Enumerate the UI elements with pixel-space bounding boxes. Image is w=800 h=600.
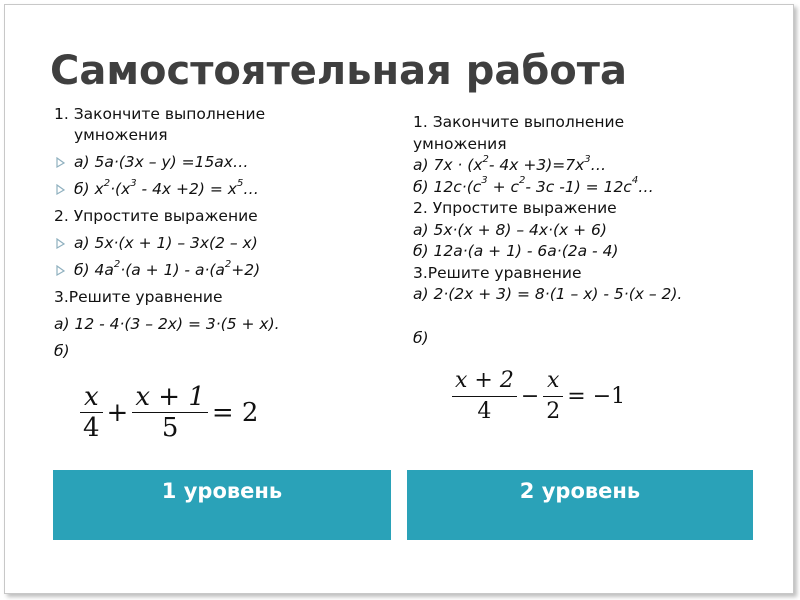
level-2-label: 2 уровень <box>519 479 641 503</box>
right-column <box>413 112 773 349</box>
fraction: $\frac{x + 1}{5}$ <box>132 382 208 443</box>
left-task2-heading: 2. Упростите выражение <box>54 207 258 225</box>
right-task3-heading: 3.Решите уравнение <box>413 263 582 282</box>
left-item-a1: а) 5а·(3х – у) =15ах… <box>54 152 394 173</box>
right-task2-heading: 2. Упростите выражение <box>413 199 617 217</box>
bullet-icon <box>56 152 66 168</box>
right-item-b1: б) $12с\cdot(с^3 + с^2-$ 3с $-1) = 12с^4\dots$ <box>413 175 654 196</box>
bullet-icon <box>56 233 66 249</box>
left-item-b3: б) <box>54 342 70 360</box>
level-2-bar <box>407 470 753 540</box>
fraction: $\frac{x}{4}$ <box>80 382 103 443</box>
right-item-a1: а) $7х \cdot (х^2-$ $4х +3)=7х^3\dots$ <box>413 153 607 174</box>
left-item-a2: а) 5х·(х + 1) – 3х(2 – х) <box>54 233 394 254</box>
left-item-a3: а) 12 - 4·(3 – 2х) = 3·(5 + х). <box>54 315 280 333</box>
fraction: $\frac{x}{2}$ <box>543 366 563 427</box>
right-equation: $\frac{x + 2}{4}$ − $\frac{x}{2}$ = −1 <box>452 366 629 427</box>
left-task1-heading: 1. Закончите выполнение <box>54 105 266 123</box>
right-task1-heading-cont: умножения <box>413 134 507 153</box>
left-item-b1: б) $х^2\cdot(х^3 - 4х +2)$ = $х^5\dots$ <box>54 179 394 200</box>
level-1-bar <box>53 470 391 540</box>
right-item-a3: а) 2·(2х + 3) = 8·(1 – х) - 5·(х – 2). <box>413 285 683 303</box>
bullet-icon <box>56 179 66 195</box>
right-task1-heading: 1. Закончите выполнение <box>413 113 625 131</box>
fraction: $\frac{x + 2}{4}$ <box>452 366 517 427</box>
left-task1-heading-cont: умножения <box>74 126 168 144</box>
page-title: Самостоятельная работа <box>50 48 627 94</box>
bullet-icon <box>56 260 66 276</box>
left-item-b2: б) $4а^2\cdot(а + 1) - а\cdot(а^2+2)$ <box>54 260 394 281</box>
right-item-a2: а) 5х·(х + 8) – 4х·(х + 6) <box>413 220 607 239</box>
left-equation: $\frac{x}{4}$ + $\frac{x + 1}{5}$ = 2 <box>80 382 262 443</box>
right-item-b2: б) 12а·(а + 1) - 6а·(2а - 4) <box>413 242 619 260</box>
right-item-b3: б) <box>413 328 429 347</box>
left-column <box>54 104 394 362</box>
level-1-label: 1 уровень <box>161 479 283 503</box>
left-task3-heading: 3.Решите уравнение <box>54 288 223 306</box>
